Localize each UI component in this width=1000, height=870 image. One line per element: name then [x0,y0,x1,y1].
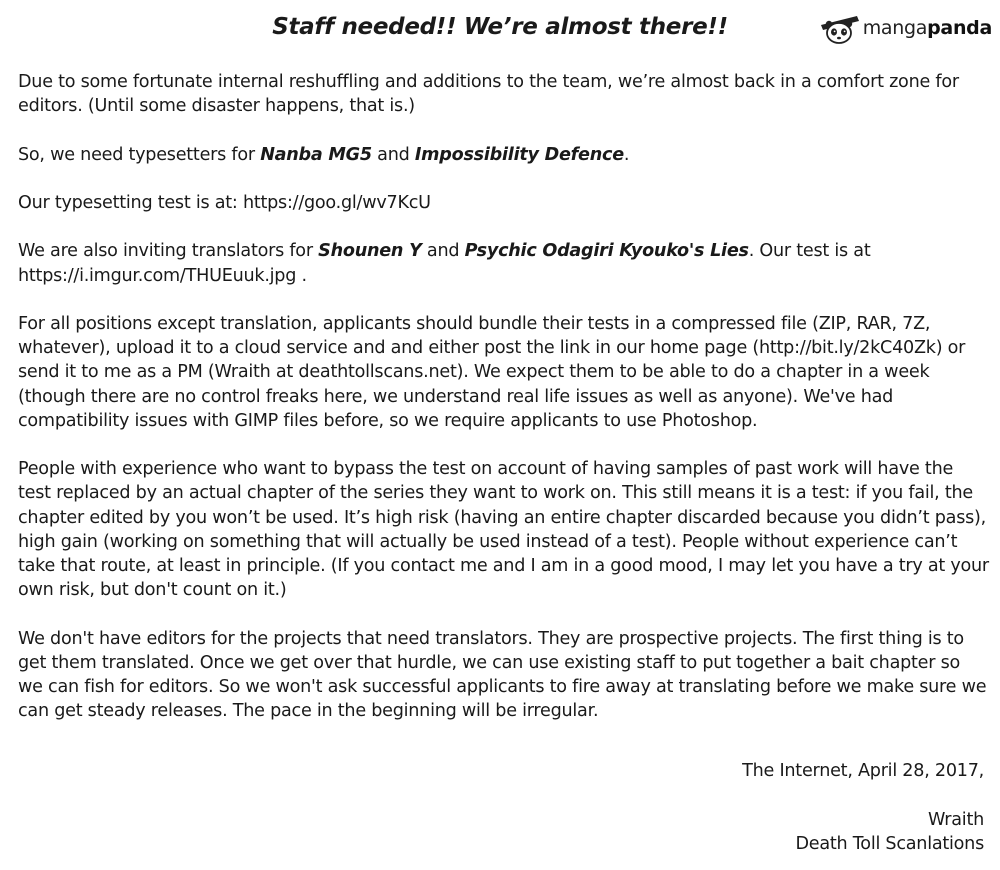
logo-text: mangapanda [862,17,992,39]
notice-body [18,70,990,748]
paragraph-experience: People with experience who want to bypass the test on account of having samples of past work will have the test replaced by an actual chapter of the series they want to work on. This still means it is a test: if you fail, the chapter edited by you won’t be used. It’s high risk (having an entire chapter discarded because you didn’t pass), high gain (working on something that will actually be used instead of a test). People without experience can’t take that route, at least in principle. (If you contact me and I am in a good mood, I may let you have a try at your own risk, but don't count on it.) [18,459,989,601]
signature-group: Death Toll Scanlations [795,834,984,854]
panda-face-icon [817,11,861,45]
series-title: Shounen Y [318,241,422,262]
series-title: Impossibility Defence [414,144,624,165]
signature-name: Wraith [927,810,984,830]
paragraph-typesetting-test: Our typesetting test is at: https://goo.gl/wv7KcU [18,192,431,213]
paragraph-translators: We are also inviting translators for Shounen Y and Psychic Odagiri Kyouko's Lies. Our test is at https://i.imgur.com/THUEuuk.jpg . [18,241,871,286]
signature [796,808,985,856]
site-logo [817,8,992,48]
paragraph-editors: We don't have editors for the projects that need translators. They are prospective projects. The first thing is to get them translated. Once we get over that hurdle, we can use existing staff to put together a bait chapter so we can fish for editors. So we won't ask successful applicants to fire away at translating before we make sure we can get steady releases. The pace in the beginning will be irregular. [18,628,987,722]
page-title: Staff needed!! We’re almost there!! [272,14,728,40]
paragraph-typesetters: So, we need typesetters for Nanba MG5 and Impossibility Defence. [18,144,630,165]
series-title: Psychic Odagiri Kyouko's Lies [464,241,749,262]
paragraph-applications: For all positions except translation, applicants should bundle their tests in a compressed file (ZIP, RAR, 7Z, whatever), upload it to a cloud service and and either post the link in our home page (http://bit.ly/2kC40Zk) or send it to me as a PM (Wraith at deathtollscans.net). We expect them to be able to do a chapter in a week (though there are no control freaks here, we understand real life issues as well as anyone). We've had compatibility issues with GIMP files before, so we require applicants to use Photoshop. [18,313,966,431]
paragraph-intro: Due to some fortunate internal reshuffling and additions to the team, we’re almost back in a comfort zone for editors. (Until some disaster happens, that is.) [18,72,959,117]
signoff-date: The Internet, April 28, 2017, [742,761,984,781]
series-title: Nanba MG5 [260,144,372,165]
